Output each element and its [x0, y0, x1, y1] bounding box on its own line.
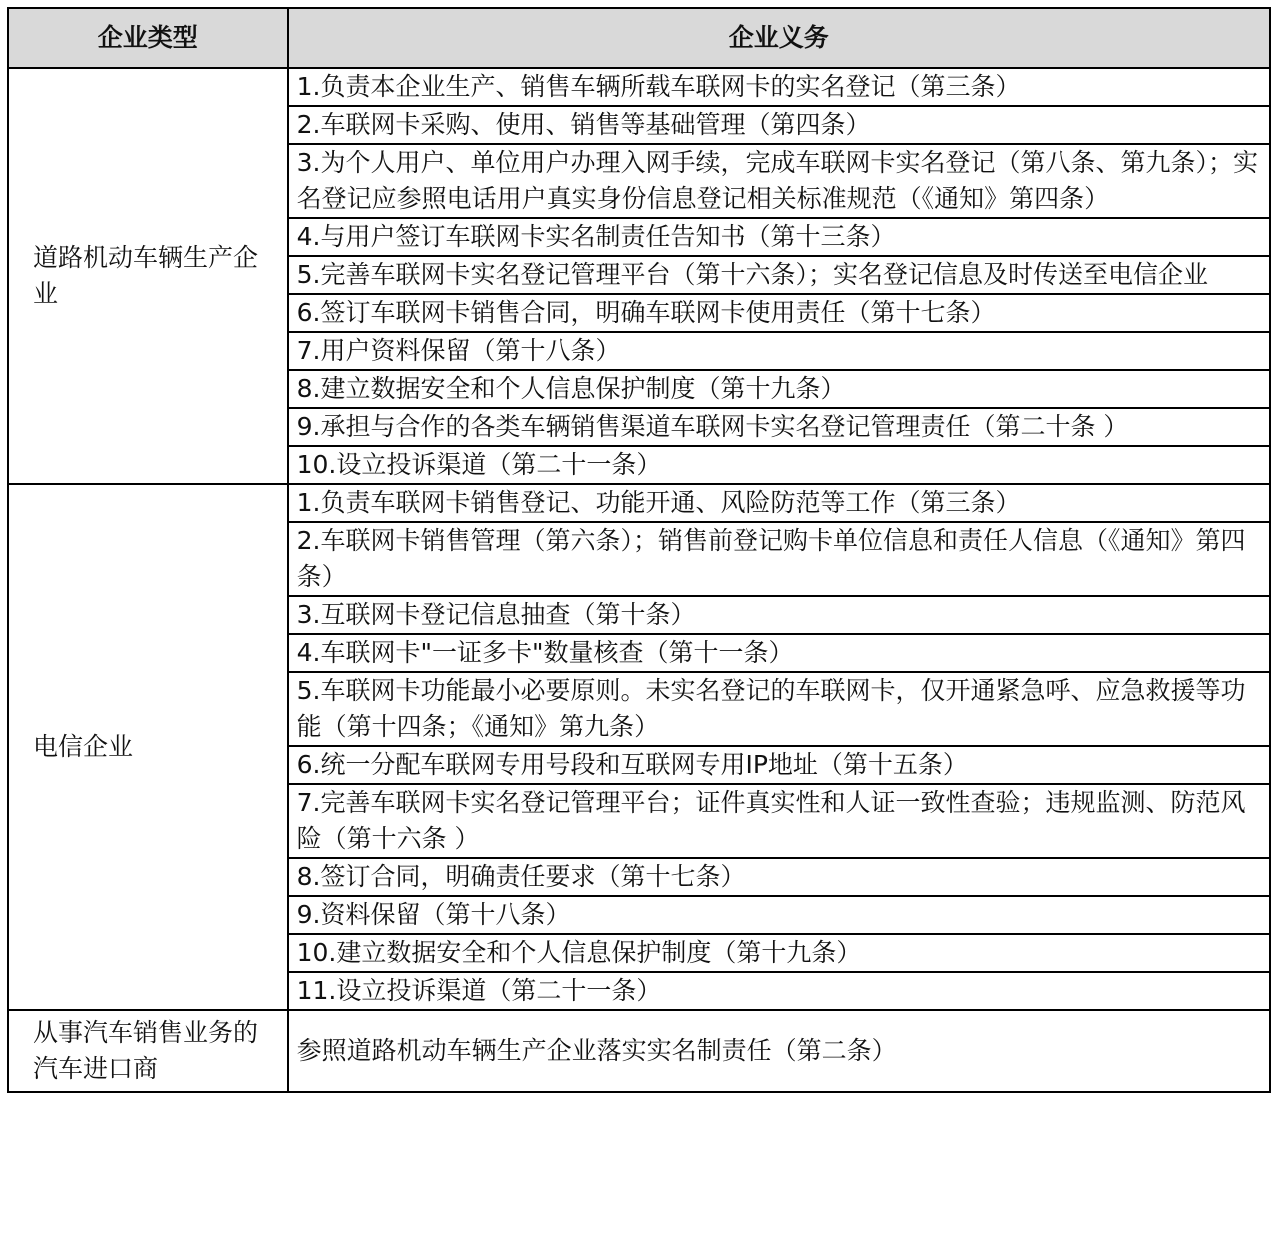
obligation-cell: 10.建立数据安全和个人信息保护制度（第十九条）: [288, 934, 1270, 972]
obligation-cell: 5.车联网卡功能最小必要原则。未实名登记的车联网卡，仅开通紧急呼、应急救援等功能（第十四条；《通知》第九条）: [288, 672, 1270, 746]
table-row: [8, 484, 1270, 522]
obligation-cell: 2.车联网卡采购、使用、销售等基础管理（第四条）: [288, 106, 1270, 144]
obligation-cell: 7.用户资料保留（第十八条）: [288, 332, 1270, 370]
obligation-cell: 1.负责车联网卡销售登记、功能开通、风险防范等工作（第三条）: [288, 484, 1270, 522]
obligation-cell: 7.完善车联网卡实名登记管理平台；证件真实性和人证一致性查验；违规监测、防范风险（第十六条 ）: [288, 784, 1270, 858]
obligation-cell: 9.承担与合作的各类车辆销售渠道车联网卡实名登记管理责任（第二十条 ）: [288, 408, 1270, 446]
header-enterprise-type: 企业类型: [8, 8, 288, 68]
obligation-cell: 8.建立数据安全和个人信息保护制度（第十九条）: [288, 370, 1270, 408]
enterprise-type-cell: 从事汽车销售业务的汽车进口商: [8, 1010, 288, 1092]
table-row: [8, 68, 1270, 106]
obligation-cell: 3.为个人用户、单位用户办理入网手续，完成车联网卡实名登记（第八条、第九条）；实名登记应参照电话用户真实身份信息登记相关标准规范（《通知》第四条）: [288, 144, 1270, 218]
obligation-cell: 1.负责本企业生产、销售车辆所载车联网卡的实名登记（第三条）: [288, 68, 1270, 106]
obligation-cell: 参照道路机动车辆生产企业落实实名制责任（第二条）: [288, 1010, 1270, 1092]
enterprise-type-cell: 道路机动车辆生产企业: [8, 68, 288, 484]
table-body: [8, 68, 1270, 1092]
obligation-cell: 4.车联网卡"一证多卡"数量核查（第十一条）: [288, 634, 1270, 672]
obligation-cell: 6.统一分配车联网专用号段和互联网专用IP地址（第十五条）: [288, 746, 1270, 784]
obligation-cell: 2.车联网卡销售管理（第六条）；销售前登记购卡单位信息和责任人信息（《通知》第四条）: [288, 522, 1270, 596]
obligation-cell: 6.签订车联网卡销售合同，明确车联网卡使用责任（第十七条）: [288, 294, 1270, 332]
obligation-cell: 8.签订合同，明确责任要求（第十七条）: [288, 858, 1270, 896]
obligation-cell: 4.与用户签订车联网卡实名制责任告知书（第十三条）: [288, 218, 1270, 256]
obligation-cell: 3.互联网卡登记信息抽查（第十条）: [288, 596, 1270, 634]
obligation-cell: 11.设立投诉渠道（第二十一条）: [288, 972, 1270, 1010]
obligation-cell: 10.设立投诉渠道（第二十一条）: [288, 446, 1270, 484]
enterprise-type-cell: 电信企业: [8, 484, 288, 1010]
obligation-cell: 9.资料保留（第十八条）: [288, 896, 1270, 934]
enterprise-obligations-table: [7, 7, 1271, 1093]
header-row: [8, 8, 1270, 68]
header-enterprise-obligations: 企业义务: [288, 8, 1270, 68]
obligation-cell: 5.完善车联网卡实名登记管理平台（第十六条）；实名登记信息及时传送至电信企业: [288, 256, 1270, 294]
table-row: [8, 1010, 1270, 1092]
